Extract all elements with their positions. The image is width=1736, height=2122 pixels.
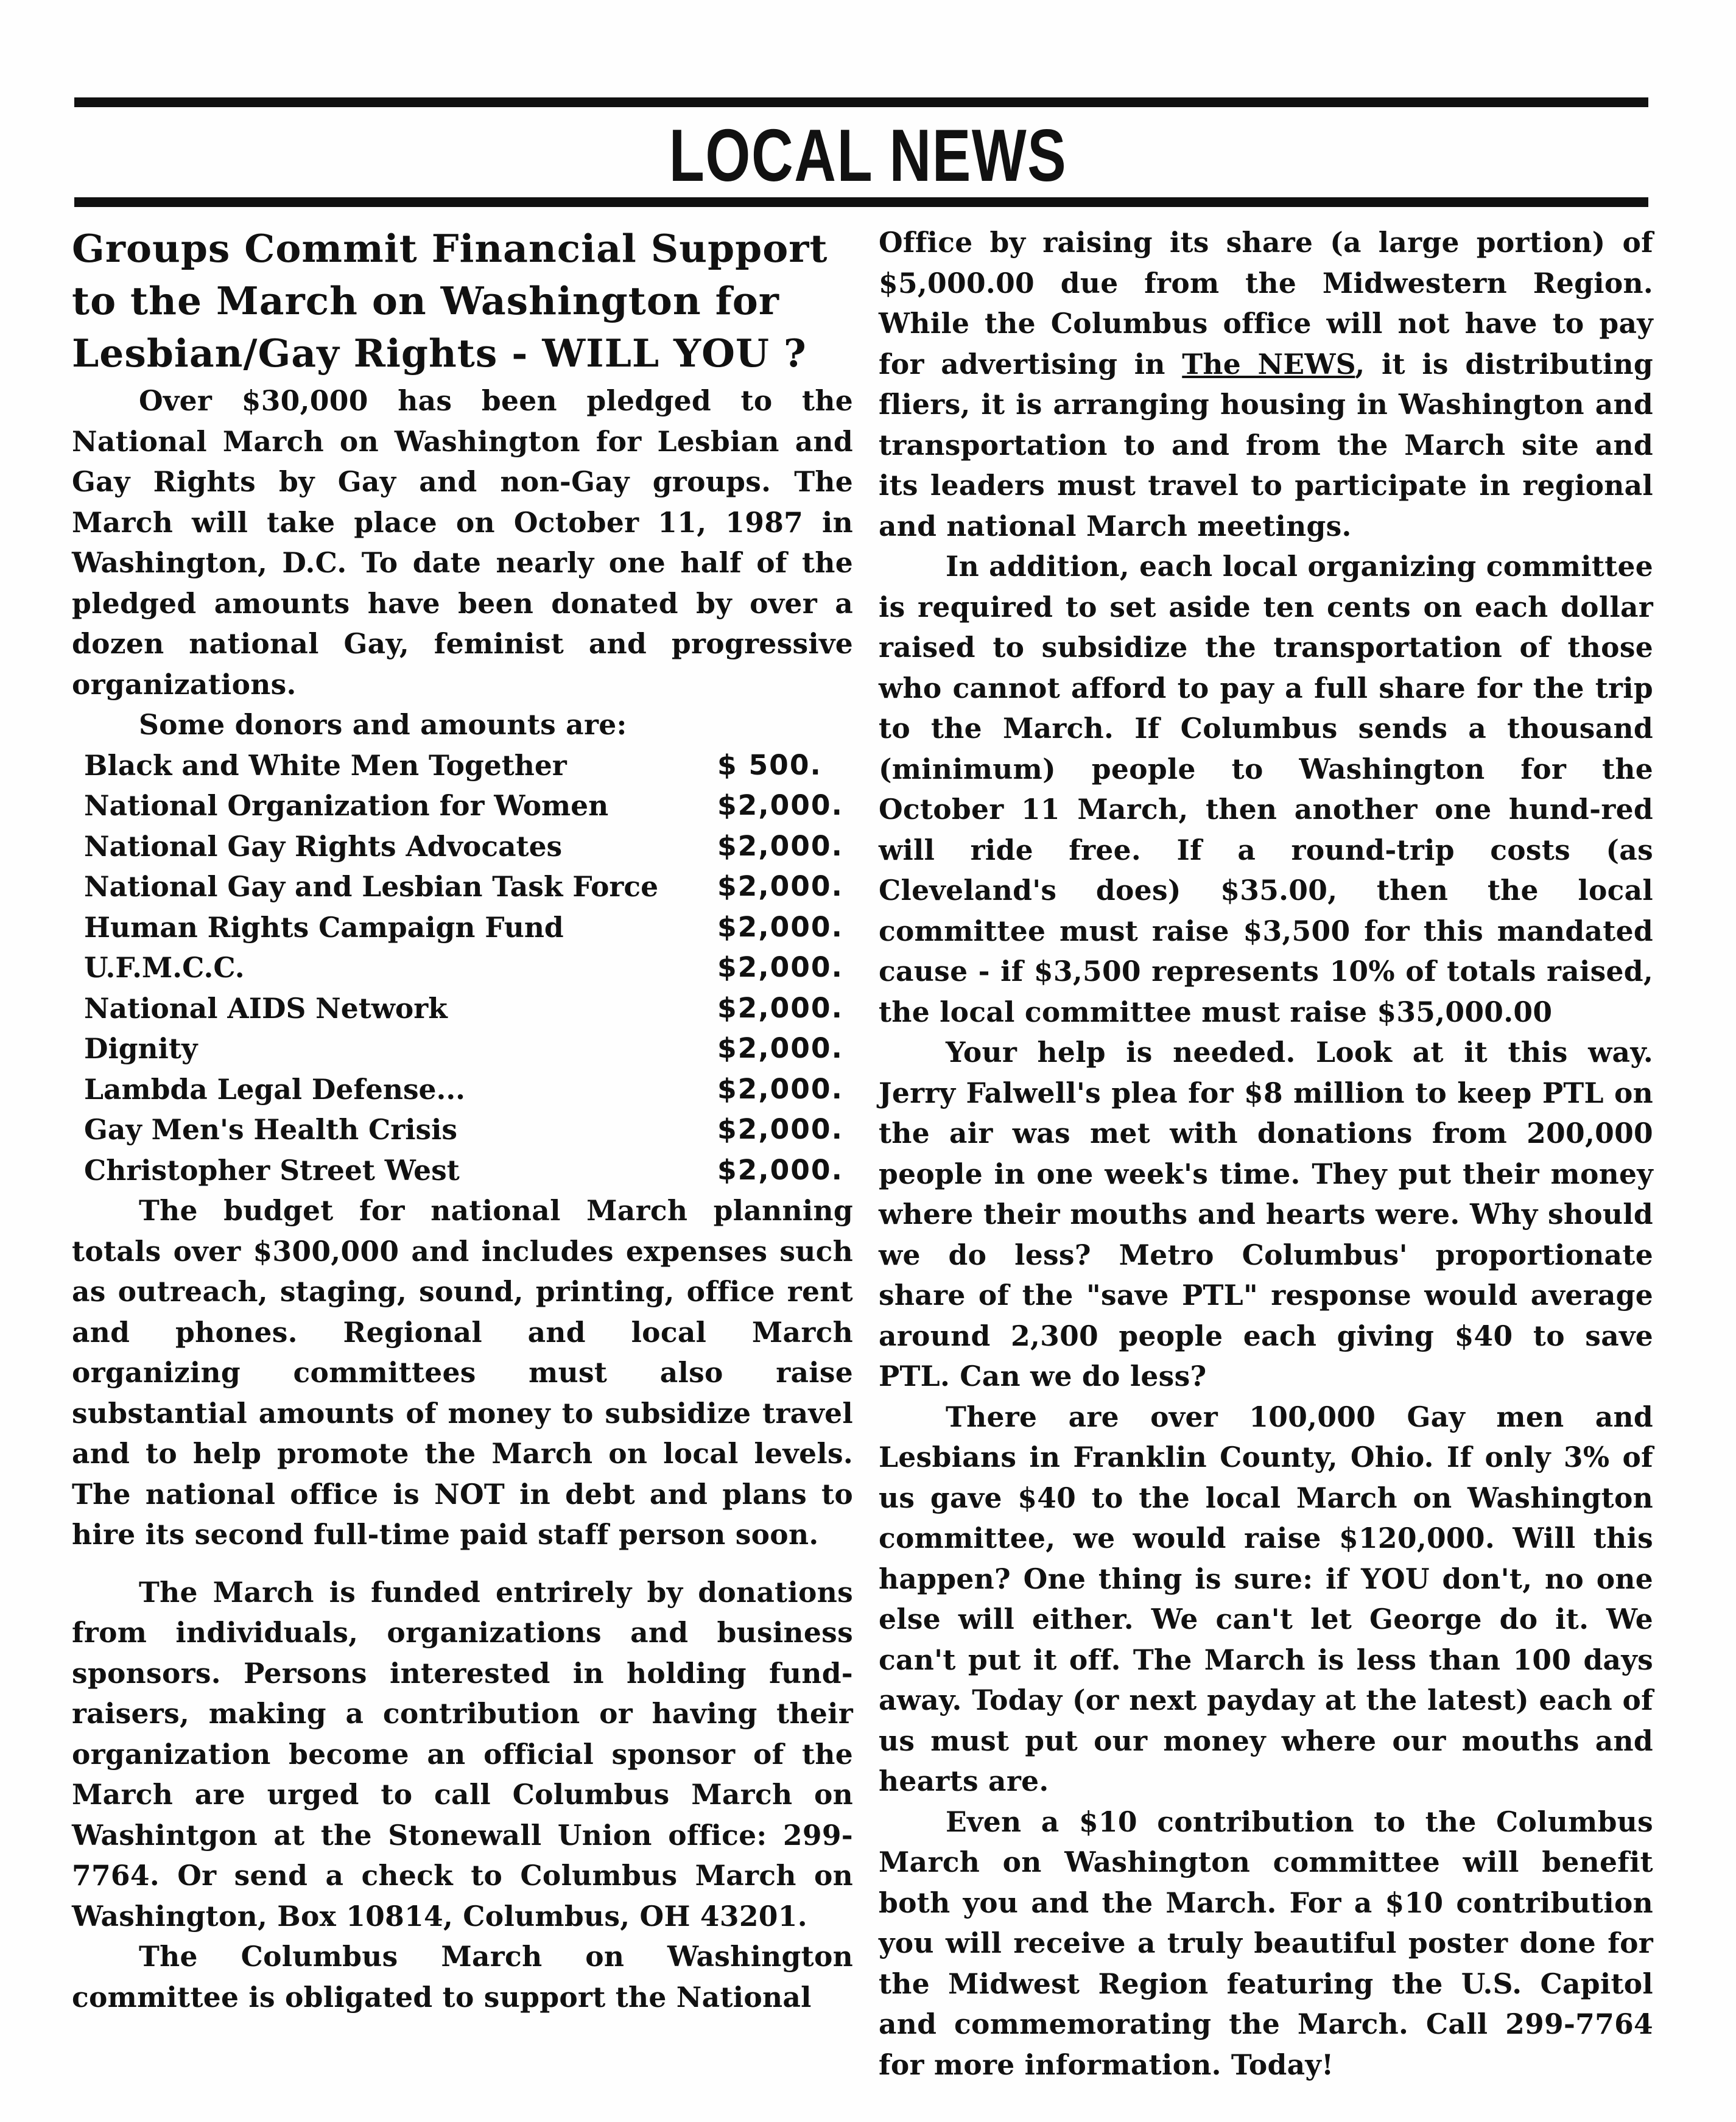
donor-name: National Gay Rights Advocates — [84, 829, 563, 863]
donor-amount: $2,000. — [717, 1032, 843, 1064]
paragraph-office-share — [879, 222, 1653, 546]
donor-name: Human Rights Campaign Fund — [84, 910, 564, 944]
section-title: LOCAL NEWS — [669, 114, 1067, 197]
paragraph-contribution: Even a $10 contribution to the Columbus March on Washington committee will benefit both you and the March. For a $10 contribution you will receive a truly beautiful poster done for the Midwest Region featuring the U.S. Capitol and commemorating the March. Call 299-7764 for more information. Today! — [879, 1805, 1653, 2081]
donor-name: National Organization for Women — [84, 789, 609, 822]
donor-row — [84, 866, 843, 907]
donor-row — [84, 1150, 843, 1191]
article-left-column — [72, 222, 853, 2017]
donor-name: Christopher Street West — [84, 1153, 460, 1187]
donor-amount: $2,000. — [717, 991, 843, 1024]
donor-row — [84, 745, 839, 786]
donor-name: Dignity — [84, 1032, 198, 1065]
donors-intro: Some donors and amounts are: — [139, 708, 627, 741]
donor-list — [84, 745, 843, 1191]
donor-name: Lambda Legal Defense... — [84, 1072, 466, 1106]
donor-row — [84, 826, 843, 867]
paragraph-franklin-county: There are over 100,000 Gay men and Lesbians in Franklin County, Ohio. If only 3% of us gave $40 to the local March on Washington committee, we would raise $120,000. Will this happen? One thing is sure: if YOU don't, no one else will either. We can't let George do it. We can't put it off. The March is less than 100 days away. Today (or next payday at the latest) each of us must put our money where our mouths and hearts are. — [879, 1400, 1653, 1797]
text-segment: Office by raising its share (a large portion) of $5,000.00 due from the Midwestern Region. While the Columbus office will not have to pay for advertising in — [879, 226, 1653, 381]
donor-amount: $2,000. — [717, 910, 843, 943]
publication-name: The NEWS — [1182, 347, 1355, 381]
donor-row — [84, 785, 843, 826]
section-bottom-rule — [74, 197, 1648, 207]
donor-row — [84, 1109, 843, 1150]
donor-row — [84, 947, 843, 988]
donor-amount: $2,000. — [717, 1113, 843, 1145]
donor-row — [84, 1028, 843, 1069]
article-right-column — [879, 222, 1653, 2085]
donor-name: U.F.M.C.C. — [84, 951, 245, 984]
donor-amount: $2,000. — [717, 870, 843, 902]
donor-name: Gay Men's Health Crisis — [84, 1113, 458, 1146]
donor-name: Black and White Men Together — [84, 748, 567, 782]
donor-name: National AIDS Network — [84, 991, 448, 1025]
donor-name: National Gay and Lesbian Task Force — [84, 870, 659, 903]
donor-amount: $ 500. — [717, 748, 822, 781]
paragraph-budget: The budget for national March planning totals over $300,000 and includes expenses such as outreach, staging, sound, printing, office rent and phones. Regional and local March organizing committees must also raise substantial amounts of money to subsidize travel and to help promote the March on local levels. The national office is NOT in debt and plans to hire its second full-time paid staff person soon. — [72, 1194, 853, 1551]
paragraph-subsidy: In addition, each local organizing committee is required to set aside ten cents on each dollar raised to subsidize the transportation of those who cannot afford to pay a full share for the trip to the March. If Columbus sends a thousand (minimum) people to Washington for the October 11 March, then another one hund-red will ride free. If a round-trip costs (as Cleveland's does) $35.00, then the local committee must raise $3,500 for this mandated cause - if $3,500 represents 10% of totals raised, the local committee must raise $35,000.00 — [879, 550, 1653, 1028]
section-top-rule — [74, 97, 1648, 107]
donor-amount: $2,000. — [717, 951, 843, 983]
paragraph-obligation: The Columbus March on Washington committee is obligated to support the National — [72, 1940, 853, 2014]
donor-row — [84, 907, 843, 948]
donor-amount: $2,000. — [717, 1153, 843, 1186]
donor-amount: $2,000. — [717, 1072, 843, 1105]
donor-row — [84, 988, 843, 1029]
donor-amount: $2,000. — [717, 829, 843, 862]
paragraph-funding: The March is funded entrirely by donations from individuals, organizations and business sponsors. Persons interested in holding fund-raisers, making a contribution or having their organization become an official sponsor of the March are urged to call Columbus March on Washintgon at the Stonewall Union office: 299-7764. Or send a check to Columbus March on Washington, Box 10814, Columbus, OH 43201. — [72, 1575, 853, 1933]
donor-amount: $2,000. — [717, 789, 843, 821]
donor-row — [84, 1069, 843, 1110]
paragraph-help-needed: Your help is needed. Look at it this way. Jerry Falwell's plea for $8 million to keep PTL on the air was met with donations from 200,000 people in one week's time. They put their money where their mouths and hearts were. Why should we do less? Metro Columbus' proportionate share of the "save PTL" response would average around 2,300 people each giving $40 to save PTL. Can we do less? — [879, 1036, 1653, 1393]
paragraph-pledges: Over $30,000 has been pledged to the National March on Washington for Lesbian and Gay Rights by Gay and non-Gay groups. The March will take place on October 11, 1987 in Washington, D.C. To date nearly one half of the pledged amounts have been donated by over a dozen national Gay, feminist and progressive organizations. — [72, 384, 853, 701]
text-segment: , it is distributing fliers, it is arranging housing in Washington and transportation to and from the March site and its leaders must travel to participate in regional and national March meetings. — [879, 347, 1654, 543]
article-headline: Groups Commit Financial Support to the March on Washington for Lesbian/Gay Rights - WILL YOU ? — [72, 226, 828, 376]
